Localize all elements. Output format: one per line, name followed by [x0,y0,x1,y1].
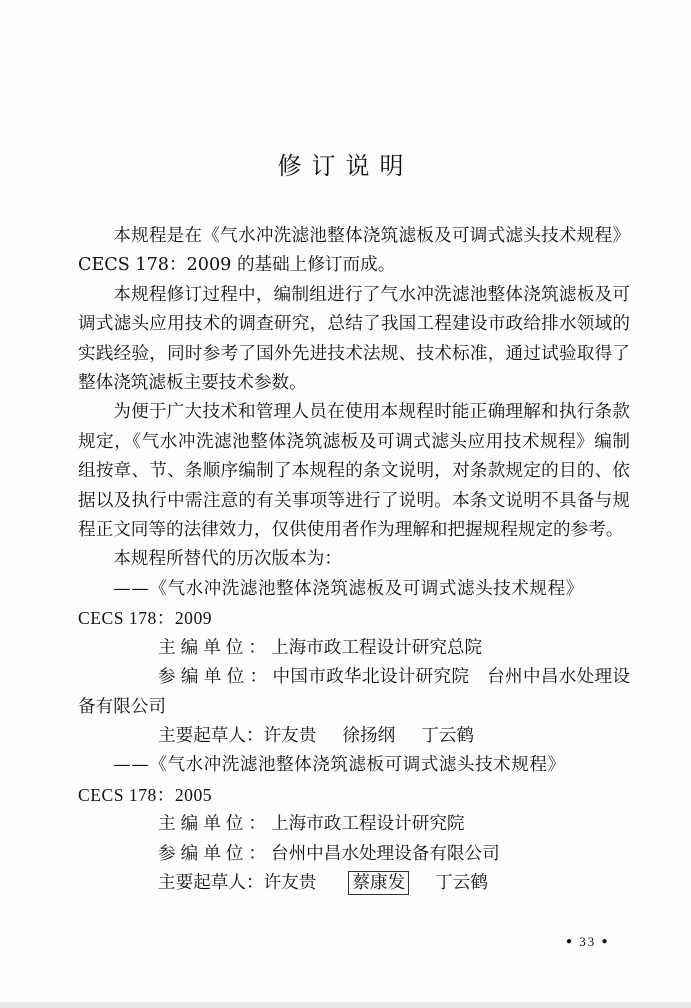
paragraph-4: 本规程所替代的历次版本为： [113,549,342,570]
paragraph-3: 为便于广大技术和管理人员在使用本规程时能正确理解和执行条款规定，《气水冲洗滤池整体浇筑滤板及可调式滤头应用技术规程》编制组按章、节、条顺序编制了本规程的条文说明，对条款规定的目的、依据以及执行中需注意的有关事项等进行了说明。本条文说明不具备与规程正文同等的法律效力，仅供使用者作为理解和把握规程规定的参考。 [78,402,630,541]
edition-2005 [78,751,630,898]
edition-title: ——《气水冲洗滤池整体浇筑滤板可调式滤头技术规程》 [113,755,566,776]
participant-unit-line [78,840,630,869]
drafters-label: 主要起草人： [158,725,264,746]
chief-unit-value: 上海市政工程设计研究总院 [270,637,483,658]
bullet-dot-icon: ● [566,936,575,947]
page-title: 修订说明 [277,152,414,181]
drafter-name: 许友贵 [263,872,317,893]
page-number-value: 33 [579,934,597,949]
chief-unit-line [78,634,630,663]
paragraph-2: 本规程修订过程中，编制组进行了气水冲洗滤池整体浇筑滤板及可调式滤头应用技术的调查研究，总结了我国工程建设市政给排水领域的实践经验，同时参考了国外先进技术法规、技术标准，通过试验取得了整体浇筑滤板主要技术参数。 [78,284,630,394]
edition-2009 [78,575,630,751]
participant-unit-label: 参编单位： [158,667,273,688]
page-number [566,934,610,950]
bullet-dot-icon: ● [601,936,610,947]
drafters-line [78,869,630,898]
body-text [78,222,630,898]
page-bottom-edge [0,1002,691,1008]
chief-unit-label: 主编单位： [158,814,271,835]
drafters-line [78,722,630,751]
edition-title: ——《气水冲洗滤池整体浇筑滤板及可调式滤头技术规程》 [113,578,584,599]
participant-unit-line [78,663,630,722]
drafter-name: 徐扬纲 [342,725,396,746]
chief-unit-line [78,810,630,839]
drafters-label: 主要起草人： [158,872,264,893]
chief-unit-label: 主编单位： [158,637,271,658]
participant-unit-value: 台州中昌水处理设备有限公司 [270,843,500,864]
drafter-name: 丁云鹤 [435,872,488,893]
edition-code: CECS 178：2005 [78,784,213,805]
participant-unit-value: 中国市政华北设计研究院 台州中昌水处理设备有限公司 [78,667,630,717]
drafter-name: 许友贵 [263,725,317,746]
paragraph-1: 本规程是在《气水冲洗滤池整体浇筑滤板及可调式滤头技术规程》CECS 178：2009 的基础上修订而成。 [78,226,630,276]
drafter-name: 丁云鹤 [421,725,474,746]
participant-unit-label: 参编单位： [158,843,271,864]
drafter-name-boxed: 蔡康发 [348,871,409,895]
edition-code: CECS 178：2009 [78,608,213,629]
chief-unit-value: 上海市政工程设计研究院 [270,814,465,835]
